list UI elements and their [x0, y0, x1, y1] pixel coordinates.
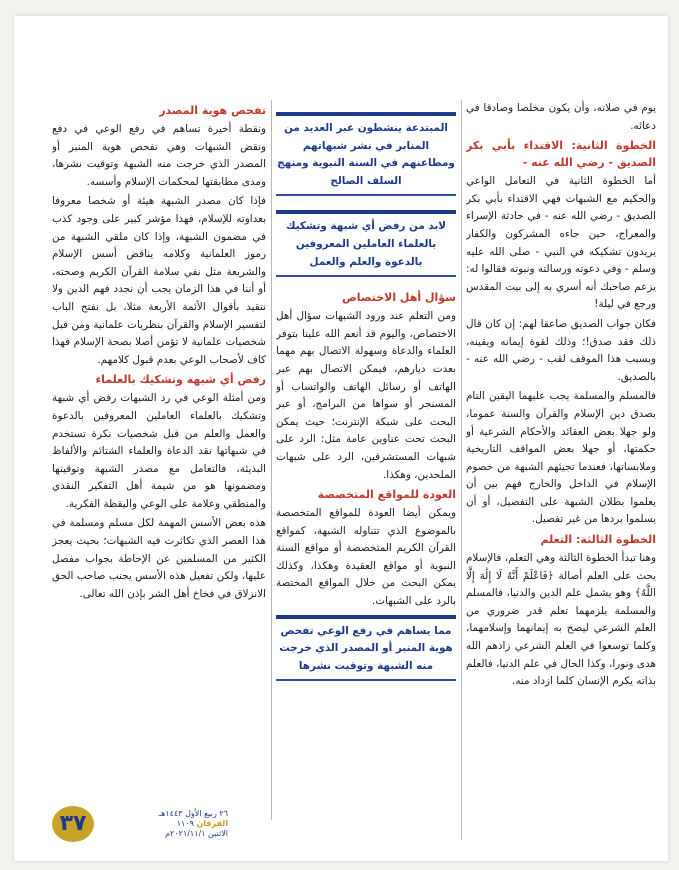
paragraph: أما الخطوة الثانية في التعامل الواعي والحكيم مع الشبهات فهي الاقتداء بأبي بكر الصديق - رضي الله عنه - في حادثة الإسراء والمعراج، حين جاءه المشركون والكفار يريدون تشكيكه في النبي - صلى الله عليه وسلم - وفي دعوته ورسالته ونبوته فقالوا له: يزعم صاحبك أنه أسري به إلى بيت المقدس ورجع في ليلة!: [466, 175, 656, 311]
paragraph: هذه بعض الأسس المهمة لكل مسلم ومسلمة في هذا العصر الذي تكاثرت فيه الشبهات؛ بحيث يعجز الكثير من المسلمين عن الإحاطة بجواب مفصل عليها، ولكن تفعيل هذه الأسس يجنب صاحب الحق الانزلاق في فخاخ أهل الشر بإذن الله تعالى.: [52, 517, 266, 600]
section-heading: رفض أي شبهة وتشكيك بالعلماء: [95, 373, 266, 387]
section-heading: الخطوة الثانية: الاقتداء بأبي بكر الصديق - رضي الله عنه -: [466, 139, 656, 170]
issue-number: ١١٠٩: [176, 819, 194, 828]
column-divider-right: [461, 100, 462, 840]
paragraph: ومن التعلم عند ورود الشبهات سؤال أهل الاختصاص، واليوم قد أنعم الله علينا بتوفر العلماء والدعاة وسهولة الاتصال بهم مهما بعدت ديارهم، فيمكن الاتصال بهم عبر الهاتف أو رسائل الهاتف والواتساب أو المسنجر أو سواها من البرامج، أو عبر البحث على شبكة الإنترنت؛ حيث يمكن البحث تحت عناوين عامة مثل: الرد على شبهات المستشرقين، الرد على شبهات الملحدين، وهكذا.: [276, 310, 456, 481]
page-footer: [52, 806, 232, 842]
pull-quote-rule: [276, 194, 456, 196]
section-heading: سؤال أهل الاختصاص: [341, 291, 456, 305]
paragraph: ومن أمثلة الوعي في رد الشبهات رفض أي شبهة وتشكيك بالعلماء العاملين المعروفين بالدعوة والعمل والعلم من قبل شخصيات نكرة تستخدم في شبهاتها نقد الدعاة والعلماء الشتائم والألفاظ البذيئة، فالتعامل مع مصدر الشبهة وتوقيتها ومضمونها هو من شيمة أهل التفكير النقدي والمنطقي وعلامة على الوعي واليقظة الفكرية.: [52, 392, 266, 510]
pull-quote-rule: [276, 615, 456, 619]
magazine-brand: الفرقان: [196, 819, 228, 828]
section-heading: العودة للمواقع المتخصصة: [317, 488, 456, 502]
pull-quote-text: لابد من رفض أي شبهة وتشكيك بالعلماء العاملين المعروفين بالدعوة والعلم والعمل: [285, 220, 447, 268]
issue-date-gregorian: الاثنين ٢٠٢١/١١/١م: [165, 829, 228, 838]
spacer: [276, 685, 456, 691]
pull-quote-text: المبتدعة ينشطون عبر العديد من المنابر في نشر شبهاتهم ومطاعنهم في السنة النبوية ومنهج السلف الصالح: [277, 122, 455, 187]
section-heading: تفحص هوية المصدر: [159, 104, 266, 117]
article-column-left: [52, 100, 266, 820]
paragraph: فالمسلم والمسلمة يجب عليهما اليقين التام بصدق دين الإسلام والقرآن والسنة عموما، ولو جهلا بعض العقائد والأحكام الشرعية أو حكمتها، أو جهلا بعض المواقف التاريخية وملابساتها، فعندما تجيئهم الشبهة من خصوم الإسلام في الداخل والخارج فهم بين أن يعلموا بطلان الشبهة على التفصيل، أو أن يسلموا بردها من غير تفصيل.: [466, 390, 656, 526]
pull-quote: [276, 210, 456, 277]
magazine-page: [14, 16, 668, 861]
paragraph: يوم في صلاته، وأن يكون مخلصا وصادقا في دعائه.: [466, 102, 656, 132]
spacer: [276, 281, 456, 287]
paragraph: فإذا كان مصدر الشبهة هيئة أو شخصا معروفا بعداوته للإسلام، فهذا مؤشر كبير على وجود كذب في مضمون الشبهة، وإذا كان ملقي الشبهة من رموز العلمانية وكلامه يناقض أسس الإسلام والشريعة مثل نفي سلامة القرآن الكريم وصحته، أو أننا في هذا الزمان يجب أن نجدد فهم الدين ولا نتقيد بأقوال الأئمة الأربعة مثلا، بل نفتح الباب لتفسير الإسلام والقرآن بنظريات علمانية ومن قبل شخصيات علمانية لا تؤمن أصلا بصحة الإسلام فهذا كاف لأصحاب الوعي بعدم قبول كلامهم.: [52, 195, 266, 366]
paragraph: وهنا تبدأ الخطوة الثالثة وهي التعلم، فالإسلام يحث على العلم أصالة ﴿فَاعْلَمْ أَنَّهُ لَا إِلَٰهَ إِلَّا اللَّهُ﴾ وهو يشمل علم الدين والدنيا، فالمسلم والمسلمة يلزمهما تعلم قدر ضروري من العلم الشرعي ليصح به إيمانهما وإسلامهما، وكلما توسعوا في العلم الشرعي زادهم الله هدى ونورا، وكذا الحال في علم الدنيا، فالعلم بذاته يكرم الإنسان كلما ازداد منه.: [466, 552, 656, 688]
spacer: [276, 200, 456, 206]
paragraph: ويمكن أيضا العودة للمواقع المتخصصة بالموضوع الذي تتناوله الشبهة، كمواقع القرآن الكريم المتخصصة أو مواقع السنة النبوية أو مواقع العقيدة وهكذا، وكذلك يمكن البحث من خلال المواقع المختصة بالرد على الشبهات.: [276, 507, 456, 608]
pull-quote: [276, 112, 456, 196]
pull-quote-rule: [276, 275, 456, 277]
paragraph: فكان جواب الصديق صاعقا لهم: إن كان قال ذلك فقد صدق!؛ وذلك لقوة إيمانه ويقينه، وبسبب هذا الموقف لقب - رضي الله عنه - بالصديق.: [466, 317, 656, 383]
pull-quote-rule: [276, 112, 456, 116]
issue-info: [98, 809, 228, 839]
pull-quote-rule: [276, 679, 456, 681]
section-heading: الخطوة الثالثة: التعلم: [540, 533, 656, 547]
article-column-middle: [276, 108, 456, 768]
pull-quote: [276, 615, 456, 682]
article-column-right: [466, 100, 656, 840]
paragraph: ونقطة أخيرة تساهم في رفع الوعي في دفع ونقض الشبهات وهي تفحص هوية المنبر أو المصدر الذي خرجت منه الشبهة وتوقيت نشرها، ومدى مطابقتها لمحكمات الإسلام وأسسه.: [52, 123, 266, 188]
column-divider-left: [271, 100, 272, 820]
issue-date-hijri: ٢٦ ربيع الأول ١٤٤٣هـ: [158, 809, 228, 818]
pull-quote-rule: [276, 210, 456, 214]
page-number: ٣٧: [52, 806, 94, 842]
pull-quote-text: مما يساهم في رفع الوعي تفحص هوية المنبر أو المصدر الذي خرجت منه الشبهة وتوقيت نشرها: [279, 624, 453, 672]
